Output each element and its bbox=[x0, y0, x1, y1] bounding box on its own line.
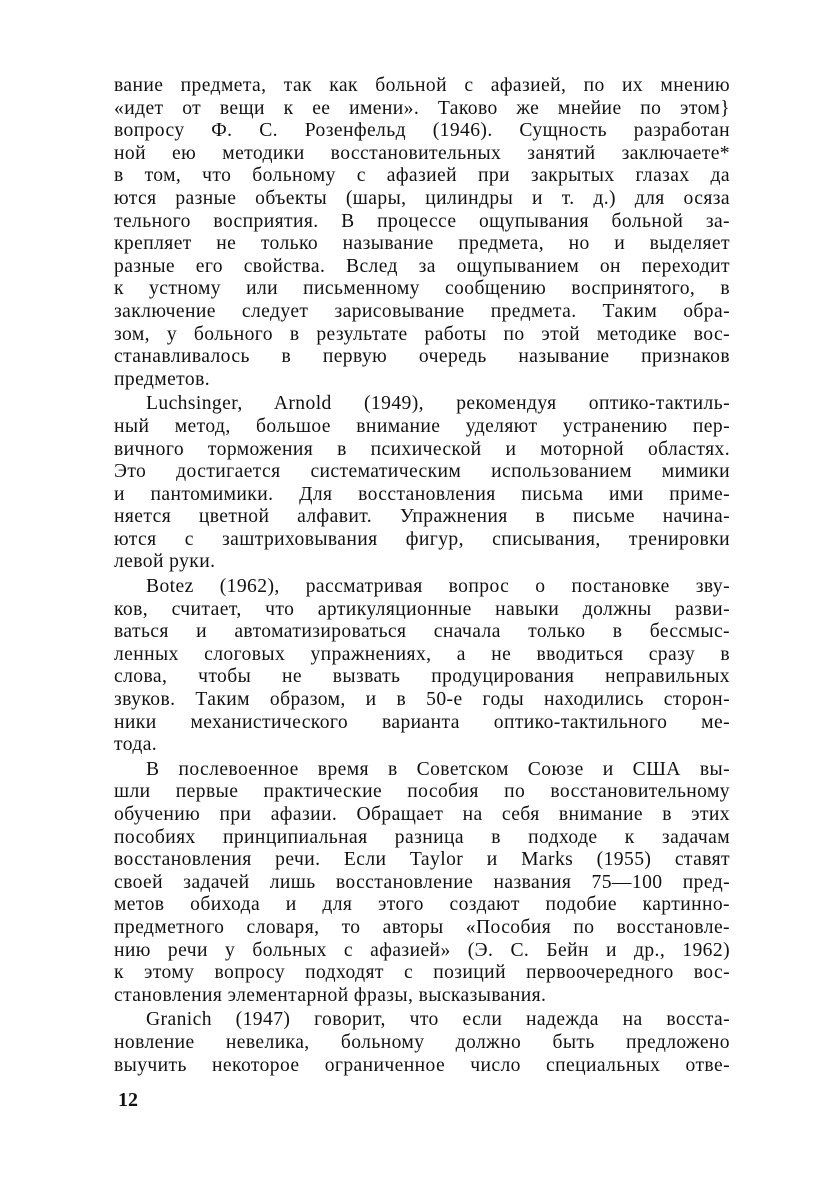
text-line: в том, что больному с афазией при закрытых глазах да bbox=[114, 165, 730, 187]
text-line: становления элементарной фразы, высказывания. bbox=[114, 984, 547, 1006]
text-line: ются с заштриховывания фигур, списывания, тренировки bbox=[114, 528, 730, 550]
text-line: Botez (1962), рассматривая вопрос о постановке зву- bbox=[146, 576, 730, 598]
paragraph-3 bbox=[114, 576, 730, 757]
paragraph-1 bbox=[114, 75, 730, 391]
text-line: слова, чтобы не вызвать продуцирования неправильных bbox=[114, 666, 730, 688]
text-line: тельного восприятия. В процессе ощупывания больной за- bbox=[114, 210, 730, 232]
text-line: «идет от вещи к ее имени». Таково же мнейие по этом} bbox=[114, 97, 730, 119]
text-line: Granich (1947) говорит, что если надежда на восста- bbox=[146, 1009, 730, 1031]
text-line: тода. bbox=[114, 734, 158, 756]
text-line: В послевоенное время в Советском Союзе и США вы- bbox=[146, 758, 730, 780]
text-line: крепляет не только называние предмета, но и выделяет bbox=[114, 233, 730, 255]
text-line: ники механистического варианта оптико-тактильного ме- bbox=[114, 711, 730, 733]
text-line: ленных слоговых упражнениях, а не вводиться сразу в bbox=[114, 643, 730, 665]
text-line: вание предмета, так как больной с афазией, по их мнению bbox=[114, 75, 730, 96]
text-line: зом, у больного в результате работы по этой методике вос- bbox=[114, 323, 730, 345]
page-number: 12 bbox=[118, 1089, 138, 1111]
text-line: звуков. Таким образом, и в 50-е годы находились сторон- bbox=[114, 689, 730, 711]
paragraph-5 bbox=[114, 1009, 730, 1077]
text-line: ваться и автоматизироваться сначала только в бессмыс- bbox=[114, 621, 730, 643]
text-line: ный метод, большое внимание уделяют устранению пер- bbox=[114, 415, 730, 437]
text-line: ной ею методики восстановительных занятий заключаете* bbox=[114, 142, 730, 164]
text-line: предметов. bbox=[114, 368, 211, 390]
text-line: левой руки. bbox=[114, 551, 216, 573]
text-line: обучению при афазии. Обращает на себя внимание в этих bbox=[114, 804, 730, 825]
text-line: ков, считает, что артикуляционные навыки должны разви- bbox=[114, 598, 730, 620]
text-line: няется цветной алфавит. Упражнения в письме начина- bbox=[114, 506, 730, 528]
text-line: к устному или письменному сообщению воспринятого, в bbox=[114, 278, 730, 300]
text-line: пособиях принципиальная разница в подходе к задачам bbox=[114, 826, 730, 848]
text-line: вичного торможения в психической и моторной областях. bbox=[114, 438, 730, 460]
text-line: шли первые практические пособия по восстановительному bbox=[114, 781, 730, 803]
text-line: к этому вопросу подходят с позиций первоочередного вос- bbox=[114, 962, 730, 984]
text-line: и пантомимики. Для восстановления письма ими приме- bbox=[114, 483, 730, 505]
text-line: нию речи у больных с афазией» (Э. С. Бейн и др., 1962) bbox=[114, 939, 730, 961]
paragraph-4 bbox=[114, 759, 730, 1008]
text-line: Luchsinger, Arnold (1949), рекомендуя оптико-тактиль- bbox=[146, 393, 730, 415]
text-line: заключение следует зарисовывание предмета. Таким обра- bbox=[114, 300, 730, 322]
text-line: разные его свойства. Вслед за ощупыванием он переходит bbox=[114, 255, 730, 277]
text-line: выучить некоторое ограниченное число специальных отве- bbox=[114, 1054, 730, 1076]
text-line: предметного словаря, то авторы «Пособия по восстановле- bbox=[114, 916, 730, 938]
text-line: своей задачей лишь восстановление названия 75—100 пред- bbox=[114, 871, 730, 893]
text-line: восстановления речи. Если Taylor и Marks (1955) ставят bbox=[114, 849, 730, 871]
text-line: Это достигается систематическим использованием мимики bbox=[114, 461, 730, 483]
text-line: метов обихода и для этого создают подобие картинно- bbox=[114, 894, 730, 916]
text-line: вопросу Ф. С. Розенфельд (1946). Сущность разработан bbox=[114, 120, 730, 142]
text-line: новление невелика, больному должно быть предложено bbox=[114, 1031, 730, 1053]
page-body bbox=[114, 75, 730, 1079]
text-line: станавливалось в первую очередь называние признаков bbox=[114, 346, 730, 368]
text-line: ются разные объекты (шары, цилиндры и т. д.) для осяза bbox=[114, 187, 730, 209]
paragraph-2 bbox=[114, 393, 730, 574]
